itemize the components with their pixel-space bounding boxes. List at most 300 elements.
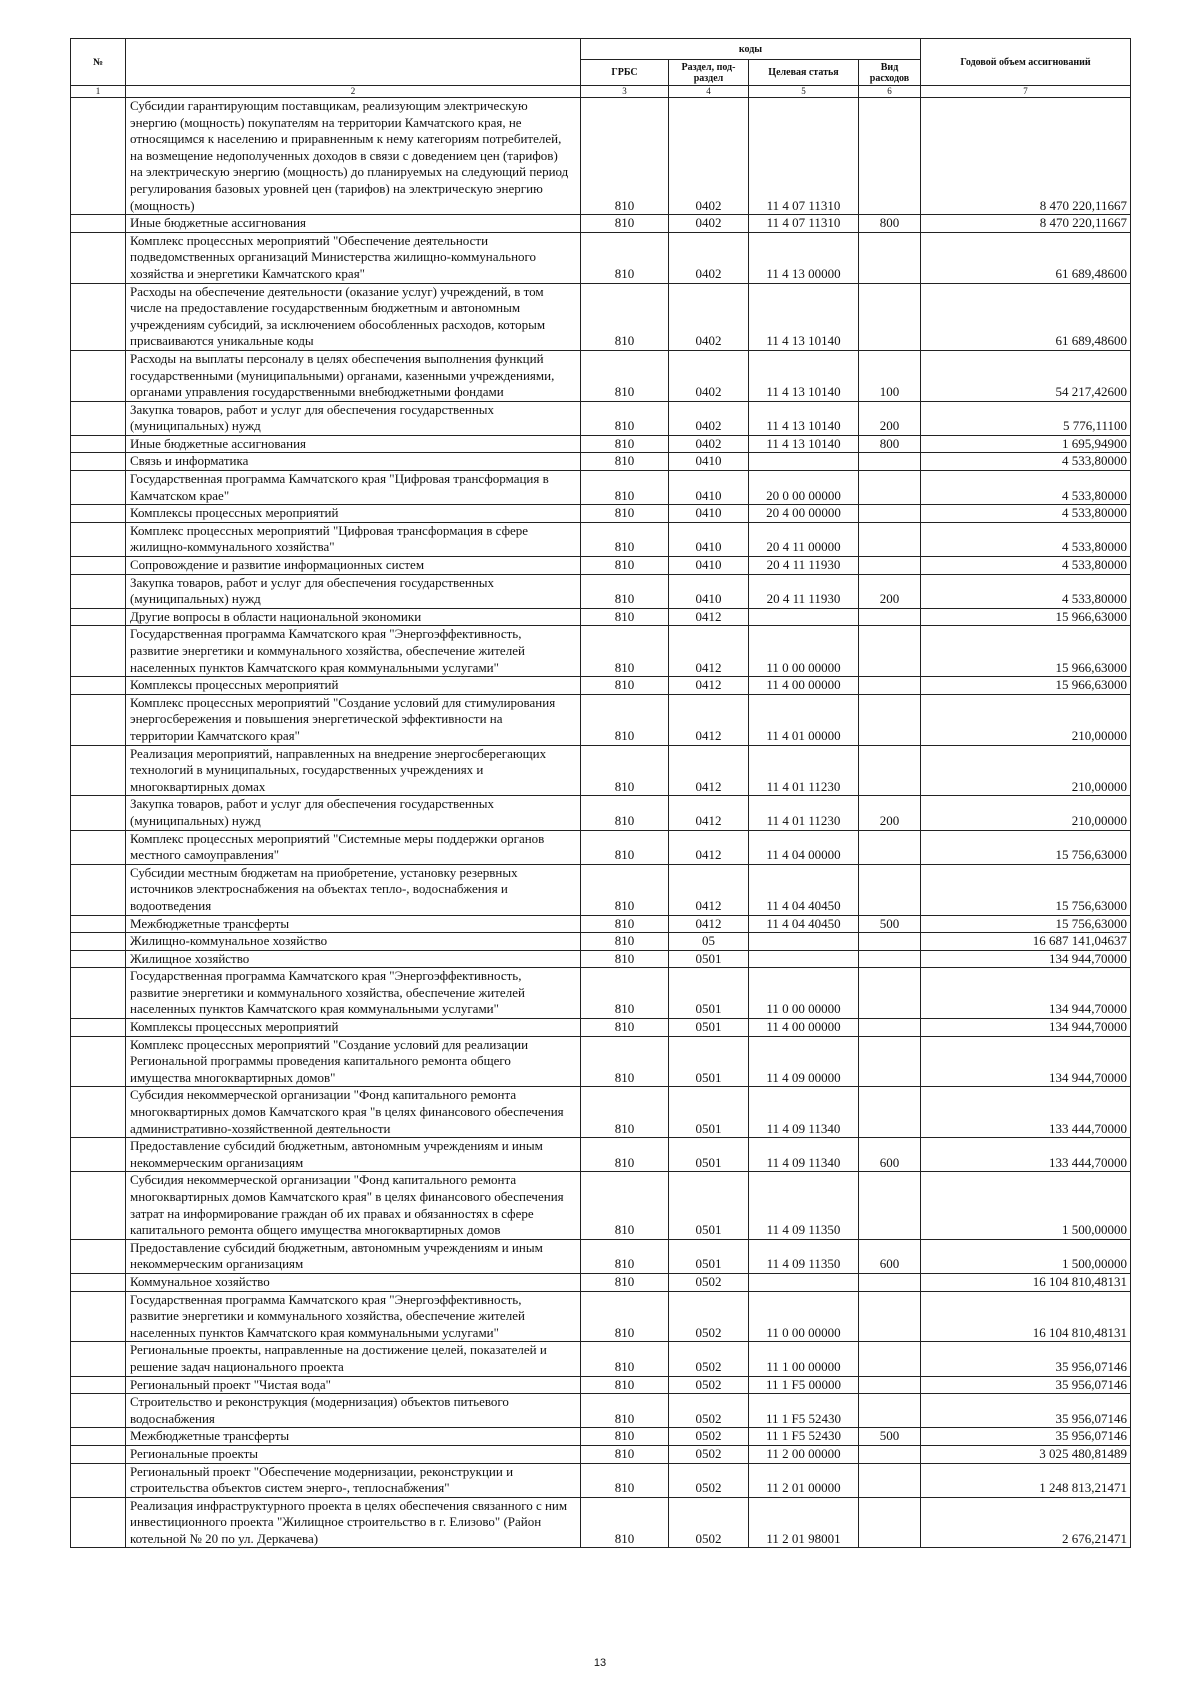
row-amount-cell: 15 966,63000 — [921, 608, 1131, 626]
budget-table-container — [70, 38, 1130, 1548]
header-index: 7 — [921, 86, 1131, 98]
header-name — [126, 39, 581, 86]
row-name-line: Региональные проекты — [130, 1445, 259, 1461]
table-row — [71, 830, 1131, 864]
row-target-cell — [749, 933, 859, 951]
row-number-cell — [71, 626, 126, 677]
row-name-line: строительства объектов систем энерго-, теплоснабжения" — [130, 1480, 450, 1496]
row-name-line: Региональный проект "Чистая вода" — [130, 1376, 331, 1392]
table-row — [71, 1342, 1131, 1376]
row-grbs-cell: 810 — [581, 350, 669, 401]
row-name-line: (мощность) — [130, 197, 195, 213]
table-row — [71, 1394, 1131, 1428]
row-section-cell: 0501 — [669, 1019, 749, 1037]
row-section-cell: 0402 — [669, 98, 749, 215]
table-row — [71, 1376, 1131, 1394]
row-section-cell: 0502 — [669, 1463, 749, 1497]
row-target-cell: 11 1 F5 52430 — [749, 1394, 859, 1428]
header-section: Раздел, под-раздел — [669, 60, 749, 86]
row-amount-cell: 134 944,70000 — [921, 950, 1131, 968]
row-amount-cell: 61 689,48600 — [921, 283, 1131, 350]
table-row — [71, 98, 1131, 215]
header-kind: Вид расходов — [859, 60, 921, 86]
row-kind-cell — [859, 830, 921, 864]
row-name-line: инвестиционного проекта "Жилищное строительство в г. Елизово" (Район — [130, 1514, 542, 1530]
row-target-cell: 20 4 11 00000 — [749, 522, 859, 556]
row-name-line: (муниципальных) нужд — [130, 418, 261, 434]
row-section-cell: 0410 — [669, 505, 749, 523]
table-row — [71, 1428, 1131, 1446]
row-kind-cell — [859, 1445, 921, 1463]
row-name-line: Реализация инфраструктурного проекта в целях обеспечения связанного с ним — [130, 1497, 568, 1513]
row-number-cell — [71, 215, 126, 233]
row-name-line: Коммунальное хозяйство — [130, 1273, 270, 1289]
row-section-cell: 0501 — [669, 1036, 749, 1087]
row-name-line: Предоставление субсидий бюджетным, автономным учреждениям и иным — [130, 1239, 543, 1255]
row-amount-cell: 4 533,80000 — [921, 471, 1131, 505]
table-row — [71, 350, 1131, 401]
row-name-cell — [126, 283, 581, 350]
row-number-cell — [71, 557, 126, 575]
row-name-cell — [126, 830, 581, 864]
row-name-cell — [126, 401, 581, 435]
row-number-cell — [71, 453, 126, 471]
row-section-cell: 0410 — [669, 574, 749, 608]
row-name-line: некоммерческим организациям — [130, 1154, 304, 1170]
budget-table — [70, 38, 1131, 1548]
row-number-cell — [71, 1273, 126, 1291]
row-grbs-cell: 810 — [581, 950, 669, 968]
row-number-cell — [71, 694, 126, 745]
row-name-line: энергосбережения и повышения энергетической эффективности на — [130, 711, 503, 727]
row-kind-cell — [859, 1342, 921, 1376]
row-target-cell: 11 1 F5 00000 — [749, 1376, 859, 1394]
row-section-cell: 0501 — [669, 1087, 749, 1138]
header-grbs: ГРБС — [581, 60, 669, 86]
table-row — [71, 1291, 1131, 1342]
row-number-cell — [71, 1036, 126, 1087]
header-index: 5 — [749, 86, 859, 98]
row-name-line: присваиваются уникальные коды — [130, 333, 314, 349]
row-target-cell: 11 4 01 11230 — [749, 745, 859, 796]
row-grbs-cell: 810 — [581, 505, 669, 523]
row-number-cell — [71, 1376, 126, 1394]
row-grbs-cell: 810 — [581, 1036, 669, 1087]
row-name-cell — [126, 915, 581, 933]
row-name-line: жилищно-коммунального хозяйства" — [130, 539, 335, 555]
table-row — [71, 1445, 1131, 1463]
row-section-cell: 05 — [669, 933, 749, 951]
row-kind-cell: 800 — [859, 215, 921, 233]
row-grbs-cell: 810 — [581, 608, 669, 626]
table-header — [71, 39, 1131, 98]
row-name-line: Иные бюджетные ассигнования — [130, 435, 307, 451]
row-kind-cell: 200 — [859, 574, 921, 608]
row-section-cell: 0501 — [669, 1138, 749, 1172]
row-name-line: подведомственных организаций Министерства жилищно-коммунального — [130, 249, 537, 265]
row-target-cell: 20 0 00 00000 — [749, 471, 859, 505]
row-section-cell: 0502 — [669, 1273, 749, 1291]
row-target-cell: 11 4 00 00000 — [749, 677, 859, 695]
row-target-cell: 20 4 11 11930 — [749, 574, 859, 608]
row-name-line: Закупка товаров, работ и услуг для обеспечения государственных — [130, 401, 495, 417]
table-row — [71, 864, 1131, 915]
row-grbs-cell: 810 — [581, 232, 669, 283]
row-grbs-cell: 810 — [581, 1497, 669, 1548]
row-name-line: (муниципальных) нужд — [130, 591, 261, 607]
row-amount-cell: 1 695,94900 — [921, 435, 1131, 453]
row-grbs-cell: 810 — [581, 1463, 669, 1497]
row-kind-cell: 500 — [859, 915, 921, 933]
row-name-line: Комплекс процессных мероприятий "Создание условий для стимулирования — [130, 694, 556, 710]
row-grbs-cell: 810 — [581, 968, 669, 1019]
row-name-line: Жилищно-коммунальное хозяйство — [130, 933, 328, 949]
row-kind-cell — [859, 968, 921, 1019]
table-row — [71, 215, 1131, 233]
row-grbs-cell: 810 — [581, 435, 669, 453]
row-kind-cell: 200 — [859, 796, 921, 830]
row-amount-cell: 210,00000 — [921, 745, 1131, 796]
row-target-cell — [749, 1273, 859, 1291]
row-section-cell: 0410 — [669, 522, 749, 556]
row-name-line: Межбюджетные трансферты — [130, 915, 290, 931]
row-name-cell — [126, 796, 581, 830]
table-row — [71, 933, 1131, 951]
row-number-cell — [71, 796, 126, 830]
table-row — [71, 1019, 1131, 1037]
row-amount-cell: 54 217,42600 — [921, 350, 1131, 401]
row-name-cell — [126, 1087, 581, 1138]
row-target-cell: 11 4 04 00000 — [749, 830, 859, 864]
table-row — [71, 626, 1131, 677]
row-kind-cell: 600 — [859, 1138, 921, 1172]
row-name-cell — [126, 522, 581, 556]
row-section-cell: 0410 — [669, 471, 749, 505]
row-amount-cell: 35 956,07146 — [921, 1342, 1131, 1376]
header-index: 4 — [669, 86, 749, 98]
table-body — [71, 98, 1131, 1548]
row-amount-cell: 133 444,70000 — [921, 1138, 1131, 1172]
row-grbs-cell: 810 — [581, 677, 669, 695]
row-section-cell: 0402 — [669, 350, 749, 401]
row-section-cell: 0410 — [669, 453, 749, 471]
row-section-cell: 0501 — [669, 1172, 749, 1239]
row-number-cell — [71, 283, 126, 350]
row-section-cell: 0410 — [669, 557, 749, 575]
row-name-cell — [126, 350, 581, 401]
header-num: № — [71, 39, 126, 86]
row-name-line: затрат на информирование граждан об их правах и обязанностях в сфере — [130, 1205, 534, 1221]
row-number-cell — [71, 1138, 126, 1172]
row-amount-cell: 16 104 810,48131 — [921, 1291, 1131, 1342]
row-name-cell — [126, 1036, 581, 1087]
row-name-cell — [126, 215, 581, 233]
row-section-cell: 0402 — [669, 283, 749, 350]
row-target-cell: 11 4 04 40450 — [749, 864, 859, 915]
row-name-cell — [126, 1342, 581, 1376]
table-row — [71, 1497, 1131, 1548]
row-amount-cell: 1 248 813,21471 — [921, 1463, 1131, 1497]
row-kind-cell — [859, 694, 921, 745]
row-name-cell — [126, 1172, 581, 1239]
row-name-line: учреждениям субсидий, за исключением обособленных расходов, которым — [130, 316, 546, 332]
row-section-cell: 0412 — [669, 915, 749, 933]
row-target-cell: 11 4 09 11350 — [749, 1239, 859, 1273]
row-name-line: развитие энергетики и коммунального хозяйства, обеспечение жителей — [130, 1308, 525, 1324]
row-name-line: Связь и информатика — [130, 453, 249, 469]
row-name-line: населенных пунктов Камчатского края коммунальными услугами" — [130, 1324, 499, 1340]
row-name-line: Камчатском крае" — [130, 487, 230, 503]
row-name-cell — [126, 950, 581, 968]
row-grbs-cell: 810 — [581, 1342, 669, 1376]
row-kind-cell: 100 — [859, 350, 921, 401]
row-kind-cell — [859, 1463, 921, 1497]
row-amount-cell: 15 966,63000 — [921, 626, 1131, 677]
row-name-line: Комплексы процессных мероприятий — [130, 505, 339, 521]
table-row — [71, 1463, 1131, 1497]
row-section-cell: 0502 — [669, 1497, 749, 1548]
row-section-cell: 0502 — [669, 1376, 749, 1394]
row-amount-cell: 15 756,63000 — [921, 915, 1131, 933]
row-grbs-cell: 810 — [581, 1376, 669, 1394]
row-number-cell — [71, 232, 126, 283]
row-name-line: некоммерческим организациям — [130, 1256, 304, 1272]
row-section-cell: 0502 — [669, 1291, 749, 1342]
row-amount-cell: 1 500,00000 — [921, 1172, 1131, 1239]
row-kind-cell — [859, 1036, 921, 1087]
row-name-line: источников электроснабжения на объектах тепло-, водоснабжения и — [130, 881, 508, 897]
row-target-cell: 11 4 13 10140 — [749, 350, 859, 401]
row-grbs-cell: 810 — [581, 1172, 669, 1239]
row-name-line: энергию (мощность) покупателям на территории Камчатского края, не — [130, 114, 522, 130]
row-number-cell — [71, 1087, 126, 1138]
table-row — [71, 453, 1131, 471]
row-target-cell: 20 4 00 00000 — [749, 505, 859, 523]
row-name-cell — [126, 505, 581, 523]
row-section-cell: 0502 — [669, 1394, 749, 1428]
row-target-cell — [749, 950, 859, 968]
row-name-line: административно-хозяйственной деятельности — [130, 1120, 391, 1136]
table-row — [71, 694, 1131, 745]
row-grbs-cell: 810 — [581, 933, 669, 951]
row-kind-cell: 200 — [859, 401, 921, 435]
row-amount-cell: 16 104 810,48131 — [921, 1273, 1131, 1291]
row-grbs-cell: 810 — [581, 1239, 669, 1273]
table-row — [71, 1087, 1131, 1138]
row-kind-cell — [859, 1291, 921, 1342]
row-amount-cell: 35 956,07146 — [921, 1394, 1131, 1428]
row-section-cell: 0502 — [669, 1342, 749, 1376]
row-name-cell — [126, 933, 581, 951]
row-number-cell — [71, 745, 126, 796]
row-name-line: решение задач национального проекта — [130, 1358, 344, 1374]
row-number-cell — [71, 608, 126, 626]
row-kind-cell: 800 — [859, 435, 921, 453]
row-name-cell — [126, 1428, 581, 1446]
row-name-cell — [126, 574, 581, 608]
row-amount-cell: 16 687 141,04637 — [921, 933, 1131, 951]
row-name-line: хозяйства и энергетики Камчатского края" — [130, 265, 365, 281]
row-name-line: Государственная программа Камчатского края "Энергоэффективность, — [130, 968, 522, 984]
row-name-line: котельной № 20 по ул. Деркачева) — [130, 1530, 319, 1546]
table-row — [71, 574, 1131, 608]
row-name-line: развитие энергетики и коммунального хозяйства, обеспечение жителей — [130, 643, 525, 658]
row-name-cell — [126, 1239, 581, 1273]
row-name-cell — [126, 968, 581, 1019]
row-target-cell: 11 2 01 98001 — [749, 1497, 859, 1548]
row-name-line: Государственная программа Камчатского края "Цифровая трансформация в — [130, 471, 549, 487]
row-amount-cell: 8 470 220,11667 — [921, 98, 1131, 215]
row-name-cell — [126, 677, 581, 695]
row-kind-cell — [859, 1497, 921, 1548]
row-kind-cell — [859, 453, 921, 471]
row-amount-cell: 4 533,80000 — [921, 453, 1131, 471]
table-row — [71, 1239, 1131, 1273]
row-name-line: регулирования базовых уровней цен (тарифов) на электрическую энергию — [130, 180, 543, 196]
row-target-cell: 11 0 00 00000 — [749, 968, 859, 1019]
row-kind-cell — [859, 1172, 921, 1239]
row-name-line: населенных пунктов Камчатского края коммунальными услугами" — [130, 1001, 499, 1017]
row-target-cell: 11 4 09 11340 — [749, 1087, 859, 1138]
row-name-line: Региональной программы проведения капитального ремонта общего — [130, 1053, 511, 1069]
row-section-cell: 0501 — [669, 950, 749, 968]
row-name-line: водоотведения — [130, 897, 212, 913]
row-number-cell — [71, 1019, 126, 1037]
row-section-cell: 0501 — [669, 1239, 749, 1273]
row-target-cell: 11 2 00 00000 — [749, 1445, 859, 1463]
row-number-cell — [71, 915, 126, 933]
row-grbs-cell: 810 — [581, 574, 669, 608]
row-target-cell: 11 4 13 10140 — [749, 435, 859, 453]
row-name-cell — [126, 98, 581, 215]
row-name-cell — [126, 626, 581, 677]
row-target-cell: 20 4 11 11930 — [749, 557, 859, 575]
row-kind-cell — [859, 505, 921, 523]
row-target-cell: 11 0 00 00000 — [749, 626, 859, 677]
row-section-cell: 0402 — [669, 215, 749, 233]
row-name-line: Строительство и реконструкция (модернизация) объектов питьевого — [130, 1394, 509, 1410]
row-grbs-cell: 810 — [581, 471, 669, 505]
header-codes: коды — [581, 39, 921, 60]
row-target-cell: 11 4 01 11230 — [749, 796, 859, 830]
row-section-cell: 0412 — [669, 677, 749, 695]
row-section-cell: 0402 — [669, 435, 749, 453]
row-name-line: Государственная программа Камчатского края "Энергоэффективность, — [130, 626, 522, 642]
row-section-cell: 0412 — [669, 745, 749, 796]
row-amount-cell: 35 956,07146 — [921, 1376, 1131, 1394]
table-row — [71, 471, 1131, 505]
row-amount-cell: 134 944,70000 — [921, 1036, 1131, 1087]
row-grbs-cell: 810 — [581, 1273, 669, 1291]
row-kind-cell — [859, 1019, 921, 1037]
row-grbs-cell: 810 — [581, 1087, 669, 1138]
table-row — [71, 435, 1131, 453]
row-name-cell — [126, 1273, 581, 1291]
row-name-line: на электрическую энергию (мощность) до планируемых на следующий период — [130, 164, 569, 180]
row-target-cell: 11 4 00 00000 — [749, 1019, 859, 1037]
row-name-line: многоквартирных домов Камчатского края" в целях финансового обеспечения — [130, 1189, 564, 1204]
row-section-cell: 0501 — [669, 968, 749, 1019]
row-target-cell — [749, 608, 859, 626]
row-amount-cell: 134 944,70000 — [921, 968, 1131, 1019]
row-target-cell — [749, 453, 859, 471]
row-grbs-cell: 810 — [581, 626, 669, 677]
row-name-line: Жилищное хозяйство — [130, 950, 250, 966]
row-amount-cell: 8 470 220,11667 — [921, 215, 1131, 233]
row-kind-cell — [859, 1273, 921, 1291]
row-name-line: Закупка товаров, работ и услуг для обеспечения государственных — [130, 574, 495, 590]
row-grbs-cell: 810 — [581, 694, 669, 745]
row-number-cell — [71, 1172, 126, 1239]
row-grbs-cell: 810 — [581, 98, 669, 215]
row-grbs-cell: 810 — [581, 1138, 669, 1172]
row-name-cell — [126, 745, 581, 796]
row-number-cell — [71, 522, 126, 556]
row-target-cell: 11 1 00 00000 — [749, 1342, 859, 1376]
row-name-line: Региональные проекты, направленные на достижение целей, показателей и — [130, 1342, 547, 1358]
row-grbs-cell: 810 — [581, 283, 669, 350]
row-name-line: Комплекс процессных мероприятий "Цифровая трансформация в сфере — [130, 522, 529, 538]
row-name-line: Субсидии местным бюджетам на приобретение, установку резервных — [130, 864, 518, 880]
row-name-line: капитального ремонта общего имущества многоквартирных домов — [130, 1222, 501, 1238]
row-number-cell — [71, 435, 126, 453]
row-name-line: многоквартирных домов Камчатского края "в целях финансового обеспечения — [130, 1104, 564, 1120]
row-amount-cell: 133 444,70000 — [921, 1087, 1131, 1138]
header-annual: Годовой объем ассигнований — [921, 39, 1131, 86]
row-name-line: Реализация мероприятий, направленных на внедрение энергосберегающих — [130, 745, 547, 761]
row-grbs-cell: 810 — [581, 453, 669, 471]
row-section-cell: 0412 — [669, 608, 749, 626]
row-name-line: Комплекс процессных мероприятий "Создание условий для реализации — [130, 1036, 529, 1052]
row-kind-cell — [859, 1394, 921, 1428]
row-kind-cell — [859, 1376, 921, 1394]
row-name-line: Сопровождение и развитие информационных систем — [130, 557, 425, 573]
row-name-line: Расходы на обеспечение деятельности (оказание услуг) учреждений, в том — [130, 283, 544, 299]
header-index: 2 — [126, 86, 581, 98]
row-name-line: Субсидии гарантирующим поставщикам, реализующим электрическую — [130, 98, 528, 113]
row-amount-cell: 4 533,80000 — [921, 557, 1131, 575]
table-row — [71, 1036, 1131, 1087]
row-number-cell — [71, 1239, 126, 1273]
row-name-cell — [126, 864, 581, 915]
row-name-line: Субсидия некоммерческой организации "Фонд капитального ремонта — [130, 1172, 517, 1188]
row-grbs-cell: 810 — [581, 1291, 669, 1342]
row-number-cell — [71, 950, 126, 968]
header-index: 3 — [581, 86, 669, 98]
row-name-line: развитие энергетики и коммунального хозяйства, обеспечение жителей — [130, 984, 525, 1000]
row-number-cell — [71, 1394, 126, 1428]
row-name-line: на возмещение недополученных доходов в связи с доведением цен (тарифов) — [130, 147, 558, 163]
row-grbs-cell: 810 — [581, 401, 669, 435]
row-amount-cell: 15 756,63000 — [921, 864, 1131, 915]
row-amount-cell: 4 533,80000 — [921, 574, 1131, 608]
row-kind-cell: 500 — [859, 1428, 921, 1446]
row-target-cell: 11 4 09 11350 — [749, 1172, 859, 1239]
row-number-cell — [71, 1428, 126, 1446]
row-number-cell — [71, 1463, 126, 1497]
row-target-cell: 11 4 13 10140 — [749, 401, 859, 435]
row-kind-cell — [859, 557, 921, 575]
table-row — [71, 505, 1131, 523]
row-amount-cell: 5 776,11100 — [921, 401, 1131, 435]
row-name-line: Комплекс процессных мероприятий "Обеспечение деятельности — [130, 232, 489, 248]
row-amount-cell: 15 756,63000 — [921, 830, 1131, 864]
row-amount-cell: 3 025 480,81489 — [921, 1445, 1131, 1463]
row-kind-cell — [859, 283, 921, 350]
row-grbs-cell: 810 — [581, 745, 669, 796]
row-target-cell: 11 1 F5 52430 — [749, 1428, 859, 1446]
row-name-line: Предоставление субсидий бюджетным, автономным учреждениям и иным — [130, 1138, 543, 1154]
